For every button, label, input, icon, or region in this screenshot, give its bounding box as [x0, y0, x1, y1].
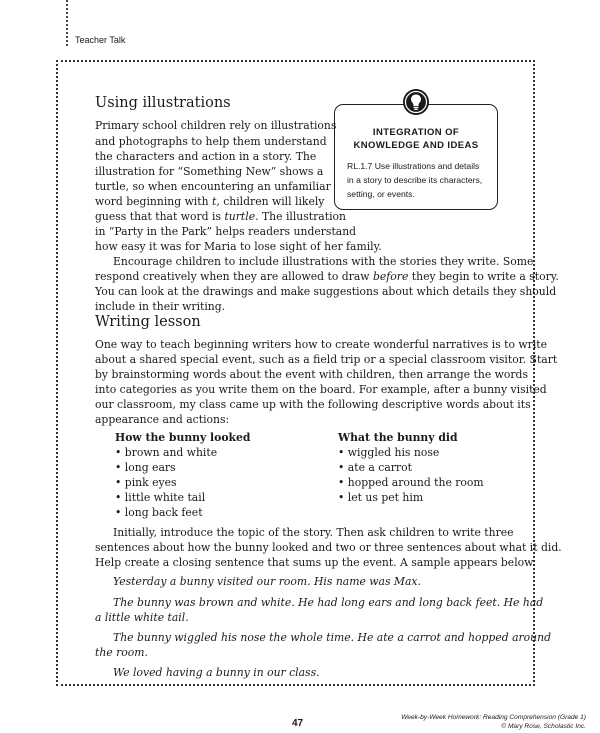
paragraph-line: about a shared special event, such as a field trip or a special classroom visitor. Start	[95, 353, 558, 366]
paragraph-line: One way to teach beginning writers how to create wonderful narratives is to write	[95, 338, 548, 351]
list-item: • ate a carrot	[338, 461, 412, 474]
standard-line: in a story to describe its characters,	[347, 174, 483, 185]
paragraph-line: by brainstorming words about the event with children, then arrange the words	[95, 368, 528, 381]
paragraph-line: You can look at the drawings and make suggestions about which details they should	[95, 285, 557, 298]
paragraph-line: Primary school children rely on illustrations	[95, 119, 337, 132]
text-run: respond creatively when they are allowed to draw	[95, 270, 373, 283]
standard-description	[347, 160, 492, 201]
paragraph-line	[95, 210, 346, 224]
sample-line: Yesterday a bunny visited our room. His name was Max.	[113, 575, 421, 588]
paragraph-line: illustration for “Something New” shows a	[95, 165, 324, 178]
sample-line: a little white tail.	[95, 611, 189, 624]
list-heading-looked: How the bunny looked	[115, 431, 251, 444]
section-heading-writing-lesson: Writing lesson	[95, 314, 201, 330]
paragraph-line: and photographs to help them understand	[95, 135, 327, 148]
page-number: 47	[292, 718, 304, 729]
paragraph-line: in “Party in the Park” helps readers understand	[95, 225, 357, 238]
emphasis-text: turtle.	[224, 210, 259, 223]
sample-line: We loved having a bunny in our class.	[113, 666, 320, 679]
header-label: Teacher Talk	[75, 35, 126, 45]
paragraph-line: appearance and actions:	[95, 413, 230, 426]
paragraph-line	[95, 195, 324, 209]
paragraph-line	[95, 270, 559, 284]
list-item: • hopped around the room	[338, 476, 484, 489]
paragraph-line: into categories as you write them on the board. For example, after a bunny visited	[95, 383, 547, 396]
section-heading-illustrations: Using illustrations	[95, 95, 231, 111]
text-run: guess that that word is	[95, 210, 225, 223]
list-item: • long ears	[115, 461, 176, 474]
standard-title	[334, 126, 498, 152]
list-heading-did: What the bunny did	[338, 431, 458, 444]
list-item: • long back feet	[115, 506, 203, 519]
emphasis-text: before	[372, 270, 409, 283]
list-item: • pink eyes	[115, 476, 177, 489]
standard-line: RL.1.7 Use illustrations and details	[347, 161, 480, 171]
emphasis-text: t,	[212, 195, 220, 208]
credit-line: © Mary Rose, Scholastic Inc.	[501, 723, 586, 730]
footer-credit	[372, 713, 586, 731]
standard-title-line: INTEGRATION OF	[372, 127, 460, 138]
text-run: children will likely	[219, 195, 325, 208]
credit-line: Week-by-Week Homework: Reading Comprehension (Grade 1)	[401, 714, 586, 721]
standard-title-line: KNOWLEDGE AND IDEAS	[353, 140, 479, 151]
list-item: • let us pet him	[338, 491, 424, 504]
paragraph-line: the characters and action in a story. The	[95, 150, 317, 163]
text-run: word beginning with	[95, 195, 212, 208]
sample-line: the room.	[95, 646, 148, 659]
sample-line: The bunny was brown and white. He had long ears and long back feet. He had	[113, 596, 544, 609]
paragraph-line: our classroom, my class came up with the following descriptive words about its	[95, 398, 531, 411]
list-item: • wiggled his nose	[338, 446, 440, 459]
paragraph-line: include in their writing.	[95, 300, 226, 313]
paragraph-line: Encourage children to include illustrations with the stories they write. Some	[113, 255, 534, 268]
paragraph-line: how easy it was for Maria to lose sight of her family.	[95, 240, 382, 253]
text-run: The illustration	[258, 210, 346, 223]
header-dotted-rule	[66, 0, 68, 46]
paragraph-line: Initially, introduce the topic of the story. Then ask children to write three	[113, 526, 514, 539]
list-item: • brown and white	[115, 446, 218, 459]
paragraph-line: sentences about how the bunny looked and two or three sentences about what it did.	[95, 541, 562, 554]
standard-line: setting, or events.	[347, 188, 415, 199]
sample-line: The bunny wiggled his nose the whole time. He ate a carrot and hopped around	[113, 631, 551, 644]
text-run: they begin to write a story.	[408, 270, 559, 283]
list-item: • little white tail	[115, 491, 206, 504]
paragraph-line: Help create a closing sentence that sums up the event. A sample appears below.	[95, 556, 536, 569]
lightbulb-icon	[402, 88, 430, 116]
paragraph-line: turtle, so when encountering an unfamiliar	[95, 180, 331, 193]
